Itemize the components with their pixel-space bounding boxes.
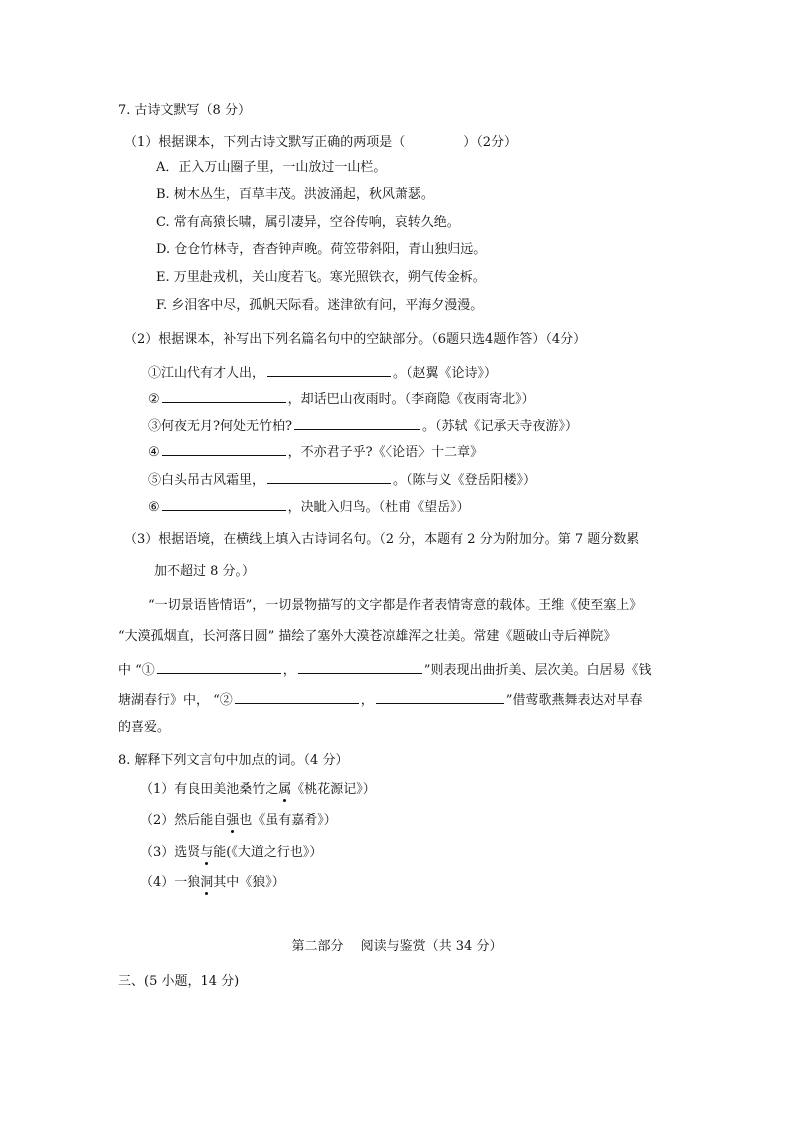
- passage-text: 中 “①: [118, 663, 155, 678]
- fill-blank[interactable]: [162, 388, 286, 403]
- q7-sub3-stem-line2: 加不超过 8 分。）: [154, 564, 256, 579]
- q8-item-3: [140, 844, 322, 862]
- fill-blank[interactable]: [294, 415, 420, 430]
- fill-blank[interactable]: [376, 689, 504, 704]
- fill-blank[interactable]: [162, 496, 286, 511]
- part2-title: 第二部分 阅读与鉴赏（共 34 分）: [291, 939, 503, 954]
- passage-line-1: “一切景语皆情语”，一切景物描写的文字都是作者表情寄意的载体。王维《使至塞上》: [148, 598, 643, 613]
- q8-text: 其中《狼》）: [213, 875, 285, 890]
- option-f: F. 乡泪客中尽，孤帆天际看。迷津欲有问，平海夕漫漫。: [156, 298, 484, 313]
- section3-title: 三、(5 小题，14 分): [118, 974, 240, 989]
- passage-line-3: [118, 659, 651, 680]
- dotted-word: 属: [278, 782, 292, 797]
- fill-blank[interactable]: [267, 362, 391, 377]
- fill-item-pre: ⑥: [148, 500, 160, 515]
- fill-blank[interactable]: [162, 441, 286, 456]
- option-a: A．正入万山圈子里，一山放过一山栏。: [156, 160, 387, 175]
- passage-line-5: 的喜爱。: [118, 720, 171, 735]
- q8-item-2: [140, 812, 337, 830]
- q8-text: （3）选贤: [140, 845, 201, 860]
- q7-sub2-stem: （2）根据课本，补写出下列名篇名句中的空缺部分。（6题只选4题作答）（4分）: [124, 332, 587, 347]
- passage-text: ”则表现出曲折美、层次美。白居易《钱: [423, 663, 652, 678]
- passage-text: ”借莺歌燕舞表达对早春: [505, 693, 643, 708]
- q7-sub1-stem-b: ）（2分）: [463, 135, 518, 150]
- option-b: B. 树木丛生，百草丰茂。洪波涌起，秋风萧瑟。: [156, 187, 434, 202]
- fill-blank[interactable]: [235, 689, 359, 704]
- passage-line-4: [118, 689, 642, 710]
- fill-blank[interactable]: [157, 659, 281, 674]
- q7-title: 7. 古诗文默写（8 分）: [118, 103, 251, 118]
- q8-title: 8. 解释下列文言句中加点的词。（4 分）: [118, 753, 349, 768]
- q8-text: 《桃花源记》）: [291, 782, 376, 797]
- fill-item-post: 。（苏轼《记承天寺夜游》）: [421, 419, 578, 434]
- option-e: E. 万里赴戎机，关山度若飞。寒光照铁衣，朔气传金柝。: [156, 270, 486, 285]
- q8-text: （2）然后能自: [140, 813, 227, 828]
- q8-item-4: [140, 874, 285, 892]
- fill-item-1: [148, 362, 497, 383]
- q8-item-1: [140, 781, 376, 799]
- passage-text: ，: [282, 663, 296, 678]
- q7-sub1-stem-a: （1）根据课本，下列古诗文默写正确的两项是（: [124, 135, 406, 150]
- dotted-word: 洞: [200, 875, 214, 890]
- fill-item-pre: ⑤白头吊古风霜里，: [148, 473, 266, 488]
- passage-text: ，: [360, 693, 374, 708]
- fill-item-4: [148, 441, 483, 462]
- dotted-word: 与: [200, 845, 214, 860]
- fill-item-post: ，决眦入归鸟。（杜甫《望岳》）: [287, 500, 470, 515]
- fill-item-post: ，却话巴山夜雨时。（李商隐《夜雨寄北》）: [287, 392, 535, 407]
- fill-item-pre: ②: [148, 392, 160, 407]
- fill-item-5: [148, 469, 536, 490]
- fill-item-3: [148, 415, 578, 436]
- q8-text: （4）一狼: [140, 875, 201, 890]
- q8-text: 也《虽有嘉肴》）: [239, 813, 337, 828]
- dotted-word: 强: [226, 813, 240, 828]
- fill-item-post: 。（陈与义《登岳阳楼》）: [393, 473, 537, 488]
- fill-item-pre: ①江山代有才人出，: [148, 366, 266, 381]
- q8-text: （1）有良田美池桑竹之: [140, 782, 279, 797]
- passage-line-2: “大漠孤烟直，长河落日圆” 描绘了塞外大漠苍凉雄浑之壮美。常建《题破山寺后禅院》: [118, 629, 617, 644]
- option-c: C. 常有高猿长啸，属引凄异，空谷传响，哀转久绝。: [156, 215, 460, 230]
- fill-item-2: [148, 388, 535, 409]
- fill-item-pre: ④: [148, 445, 160, 460]
- fill-item-post: 。（赵翼《论诗》）: [393, 366, 498, 381]
- q7-sub1-stem: [124, 134, 517, 152]
- passage-text: 塘湖春行》中， “②: [118, 693, 233, 708]
- fill-item-post: ，不亦君子乎?《〈论语〉十二章》: [287, 445, 484, 460]
- option-d: D. 仓仓竹林寺，杳杳钟声晚。荷笠带斜阳，青山独归远。: [156, 242, 487, 257]
- fill-item-6: [148, 496, 470, 517]
- fill-blank[interactable]: [267, 469, 391, 484]
- q8-text: 能(《大道之行也》）: [213, 845, 323, 860]
- q7-sub3-stem-line1: （3）根据语境，在横线上填入古诗词名句。（2 分，本题有 2 分为附加分。第 7 题分数累: [124, 532, 640, 547]
- fill-blank[interactable]: [298, 659, 422, 674]
- fill-item-pre: ③何夜无月?何处无竹柏?: [148, 419, 292, 434]
